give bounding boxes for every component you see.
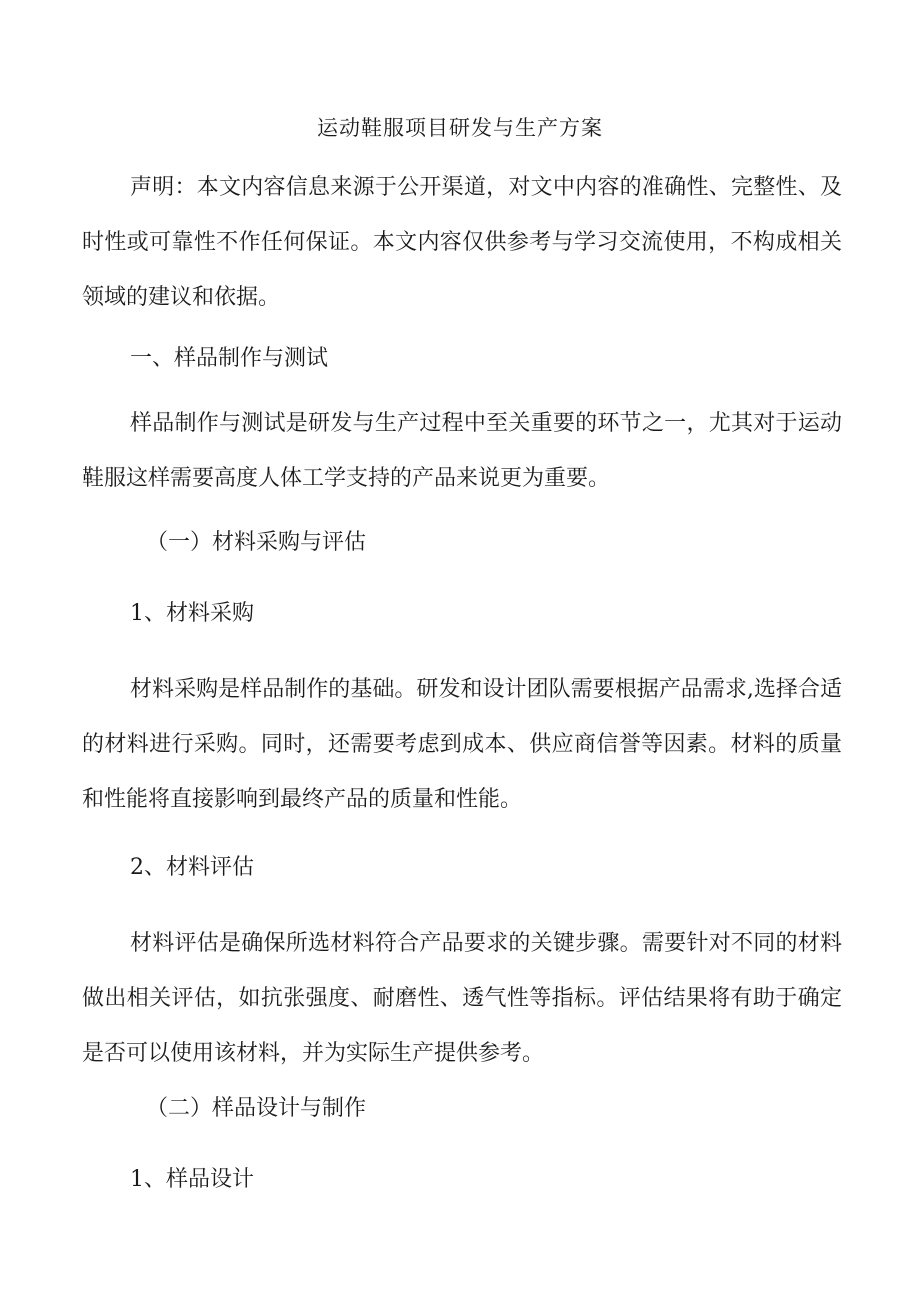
section-intro-paragraph: 样品制作与测试是研发与生产过程中至关重要的环节之一，尤其对于运动鞋服这样需要高度人体工学支持的产品来说更为重要。 [82,411,842,491]
item-paragraph: 材料评估是确保所选材料符合产品要求的关键步骤。需要针对不同的材料做出相关评估，如抗张强度、耐磨性、透气性等指标。评估结果将有助于确定是否可以使用该材料，并为实际生产提供参考。 [82,931,842,1066]
subsection-heading: （二）样品设计与制作 [146,1096,367,1121]
disclaimer-paragraph: 声明：本文内容信息来源于公开渠道，对文中内容的准确性、完整性、及时性或可靠性不作任何保证。本文内容仅供参考与学习交流使用，不构成相关领域的建议和依据。 [82,175,842,310]
subsection-heading: （一）材料采购与评估 [146,530,367,555]
item-heading: 1、材料采购 [130,601,254,626]
item-heading: 2、材料评估 [130,855,254,880]
section-heading: 一、样品制作与测试 [130,346,329,371]
item-paragraph: 材料采购是样品制作的基础。研发和设计团队需要根据产品需求,选择合适的材料进行采购。同时，还需要考虑到成本、供应商信誉等因素。材料的质量和性能将直接影响到最终产品的质量和性能。 [82,677,842,812]
item-heading: 1、样品设计 [130,1167,254,1192]
document-title: 运动鞋服项目研发与生产方案 [317,116,603,140]
